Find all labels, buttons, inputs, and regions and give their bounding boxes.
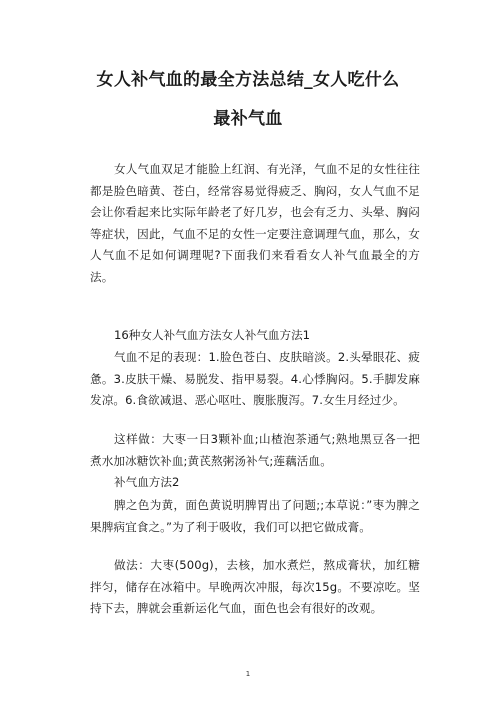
- page-title-line1: 女人补气血的最全方法总结_女人吃什么: [96, 70, 400, 90]
- intro-paragraph: 女人气血双足才能脸上红润、有光泽，气血不足的女性往往都是脸色暗黄、苍白，经常容易觉得疲乏、胸闷，女人气血不足会让你看起来比实际年龄老了好几岁，也会有乏力、头晕、胸闷等症状，因此，气血不足的女性一定要注意调理气血，那么，女人气血不足如何调理呢?下面我们来看看女人补气血最全的方法。: [90, 162, 420, 284]
- spleen-paragraph: 脾之色为黄，面色黄说明脾胃出了问题;;本草说：”枣为脾之果脾病宜食之。”为了利于吸收，我们可以把它做成膏。: [90, 498, 420, 534]
- page-number: 1: [245, 670, 251, 678]
- page-title-line2: 最补气血: [213, 109, 283, 129]
- symptoms-paragraph: 气血不足的表现：1.脸色苍白、皮肤暗淡。2.头晕眼花、疲惫。3.皮肤干燥、易脱发、指甲易裂。4.心悸胸闷。5.手脚发麻发凉。6.食欲减退、恶心呕吐、腹胀腹泻。7.女生月经过少。: [90, 350, 420, 408]
- section2-heading: 补气血方法2: [114, 475, 180, 489]
- remedy-paragraph: 这样做：大枣一日3颗补血;山楂泡茶通气;熟地黑豆各一把煮水加冰糖饮补血;黄芪熬粥汤补气;莲藕活血。: [90, 432, 420, 468]
- method-paragraph: 做法：大枣(500g)，去核，加水煮烂，熬成膏状，加红糖拌匀，储存在冰箱中。早晚两次冲服，每次15g。不要凉吃。坚持下去，脾就会重新运化气血，面色也会有很好的改观。: [90, 558, 420, 616]
- section1-heading: 16种女人补气血方法女人补气血方法1: [114, 328, 311, 342]
